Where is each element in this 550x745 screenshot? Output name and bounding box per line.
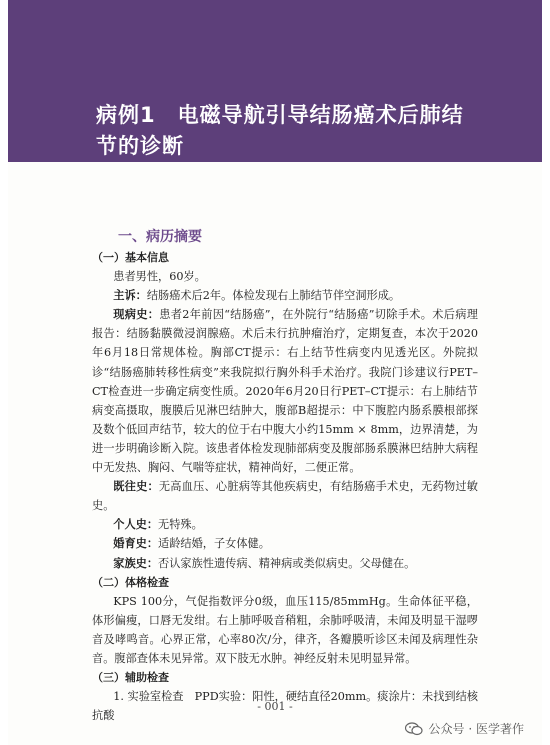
- family-history: [92, 554, 478, 573]
- personal-label: 个人史：: [113, 518, 159, 532]
- section-heading: 一、病历摘要: [118, 229, 202, 245]
- case-title: [96, 100, 516, 162]
- family-text: 否认家族性遗传病、精神病或类似病史。父母健在。: [158, 556, 416, 570]
- past-history: [92, 477, 478, 515]
- aux-heading: （三）辅助检查: [92, 671, 169, 685]
- chief-complaint: [92, 286, 478, 305]
- watermark: [405, 720, 524, 737]
- case-title-line1: 病例1 电磁导航引导结肠癌术后肺结: [96, 103, 464, 127]
- past-text: 无高血压、心脏病等其他疾病史，有结肠癌手术史，无药物过敏史。: [92, 480, 478, 513]
- chief-text: 结肠癌术后2年。体检发现右上肺结节伴空洞形成。: [146, 289, 401, 303]
- marital-label: 婚育史：: [113, 537, 159, 551]
- aux-item-1: 1. 实验室检查 PPD实验：阳性，硬结直径20mm。痰涂片：未找到结核抗酸: [92, 690, 478, 723]
- hpi-label: 现病史：: [113, 308, 160, 322]
- exam-heading: （二）体格检查: [92, 575, 169, 589]
- marital-history: [92, 534, 478, 553]
- basic-info-heading: （一）基本信息: [92, 251, 169, 264]
- patient-line: 患者男性，60岁。: [113, 270, 206, 284]
- exam-text: KPS 100分，气促指数评分0级，血压115/85mmHg。生命体征平稳，体形偏瘦，口唇无发绀。右上肺呼吸音稍粗，余肺呼吸清，未闻及明显干湿啰音及哮鸣音。心界正常，心率80次/分，律齐，各瓣膜听诊区未闻及病理性杂音。腹部查体未见异常。双下肢无水肿。神经反射未见明显异常。: [92, 594, 478, 665]
- marital-text: 适龄结婚，子女体健。: [158, 537, 270, 551]
- chief-label: 主诉：: [113, 289, 147, 303]
- present-illness: [92, 305, 478, 477]
- personal-text: 无特殊。: [158, 518, 203, 532]
- case-title-line2: 节的诊断: [96, 134, 184, 158]
- title-banner: [8, 0, 542, 162]
- document-page: [8, 0, 542, 745]
- personal-history: [92, 515, 478, 534]
- case-content: [92, 248, 478, 725]
- watermark-text: 公众号 · 医学著作: [428, 722, 524, 736]
- hpi-text: 患者2年前因“结肠癌”，在外院行“结肠癌”切除手术。术后病理报告：结肠黏膜微浸润腺癌。术后未行抗肿瘤治疗，定期复查，本次于2020年6月18日常规体检。胸部CT提示：右上结节性病变内见透光区。外院拟诊“结肠癌肺转移性病变”来我院拟行胸外科手术治疗。我院门诊建议行PET–CT检查进一步确定病变性质。2020年6月20日行PET–CT提示：右上肺结节病变高摄取，腹膜后见淋巴结肿大，腹部B超提示：中下腹腔内肠系膜根部探及数个低回声结节，较大的位于右中腹大小约15mm × 8mm，边界清楚，为进一步明确诊断入院。该患者体检发现肺部病变及腹部肠系膜淋巴结肿大病程中无发热、胸闷、气喘等症状，精神尚好，二便正常。: [92, 308, 478, 475]
- page-number: - 001 -: [257, 700, 293, 713]
- past-label: 既往史：: [113, 480, 159, 494]
- wechat-icon: [405, 722, 423, 736]
- family-label: 家族史：: [113, 556, 159, 570]
